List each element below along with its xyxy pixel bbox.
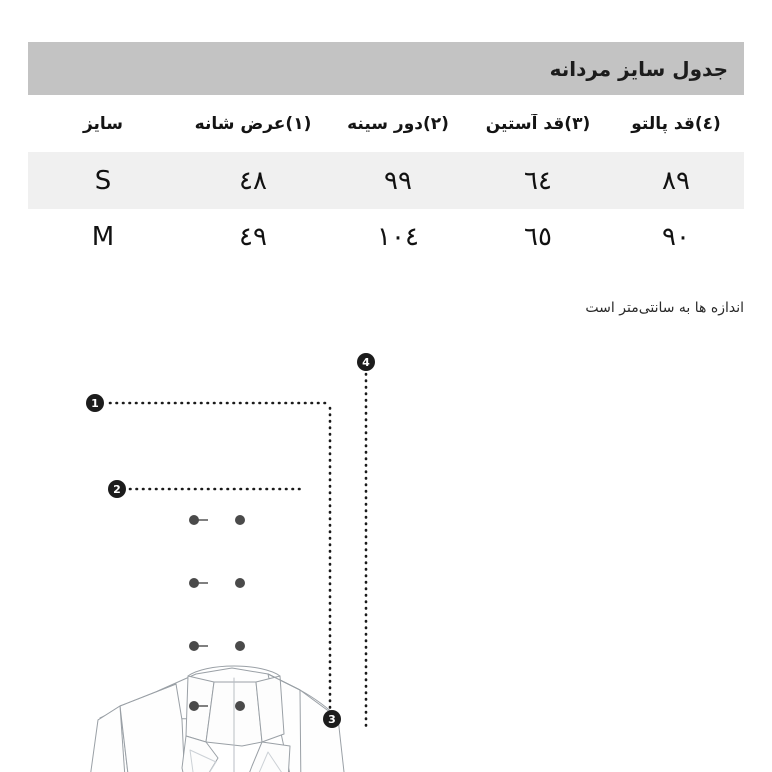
button bbox=[235, 515, 245, 525]
coat-lapel-right bbox=[236, 742, 290, 772]
column-header-shoulder-width: (۱)عرض شانه bbox=[194, 113, 312, 134]
button bbox=[189, 641, 199, 651]
cell-sleeve-length: ٦٤ bbox=[524, 165, 552, 196]
table-title-band bbox=[28, 42, 744, 95]
button bbox=[189, 578, 199, 588]
button bbox=[235, 578, 245, 588]
button bbox=[189, 701, 199, 711]
button bbox=[189, 515, 199, 525]
table-header-row bbox=[28, 95, 744, 152]
column-header-coat-length: (٤)قد پالتو bbox=[631, 113, 721, 134]
coat-measurement-diagram bbox=[0, 338, 772, 772]
cell-chest: ١٠٤ bbox=[377, 221, 419, 252]
cell-sleeve-length: ٦٥ bbox=[524, 221, 552, 252]
marker-1-label: 1 bbox=[91, 397, 99, 410]
table-row bbox=[28, 209, 744, 264]
page-title: جدول سایز مردانه bbox=[549, 56, 728, 81]
cell-size: S bbox=[94, 165, 112, 196]
cell-shoulder-width: ٤٨ bbox=[239, 165, 267, 196]
cell-coat-length: ٩٠ bbox=[662, 221, 690, 252]
column-header-chest: (۲)دور سینه bbox=[347, 113, 449, 134]
marker-3-label: 3 bbox=[328, 713, 336, 726]
marker-2-chest bbox=[108, 480, 126, 498]
coat-sleeve-right bbox=[300, 690, 356, 772]
marker-4-coat-length bbox=[357, 353, 375, 371]
cell-size: M bbox=[91, 221, 115, 252]
units-note: اندازه ها به سانتی‌متر است bbox=[585, 300, 744, 316]
cell-shoulder-width: ٤٩ bbox=[239, 221, 267, 252]
marker-2-label: 2 bbox=[113, 483, 121, 496]
cell-chest: ٩٩ bbox=[384, 165, 412, 196]
marker-4-label: 4 bbox=[362, 356, 370, 369]
button bbox=[235, 701, 245, 711]
table-row bbox=[28, 152, 744, 209]
button bbox=[235, 641, 245, 651]
coat-left-body bbox=[120, 684, 186, 772]
marker-1-shoulder-width bbox=[86, 394, 104, 412]
cell-coat-length: ٨٩ bbox=[662, 165, 690, 196]
column-header-sleeve-length: (۳)قد آستین bbox=[485, 113, 591, 134]
column-header-size: سایز bbox=[82, 113, 124, 134]
size-table bbox=[28, 42, 744, 264]
coat-illustration bbox=[66, 666, 356, 772]
marker-3-sleeve-length bbox=[323, 710, 341, 728]
